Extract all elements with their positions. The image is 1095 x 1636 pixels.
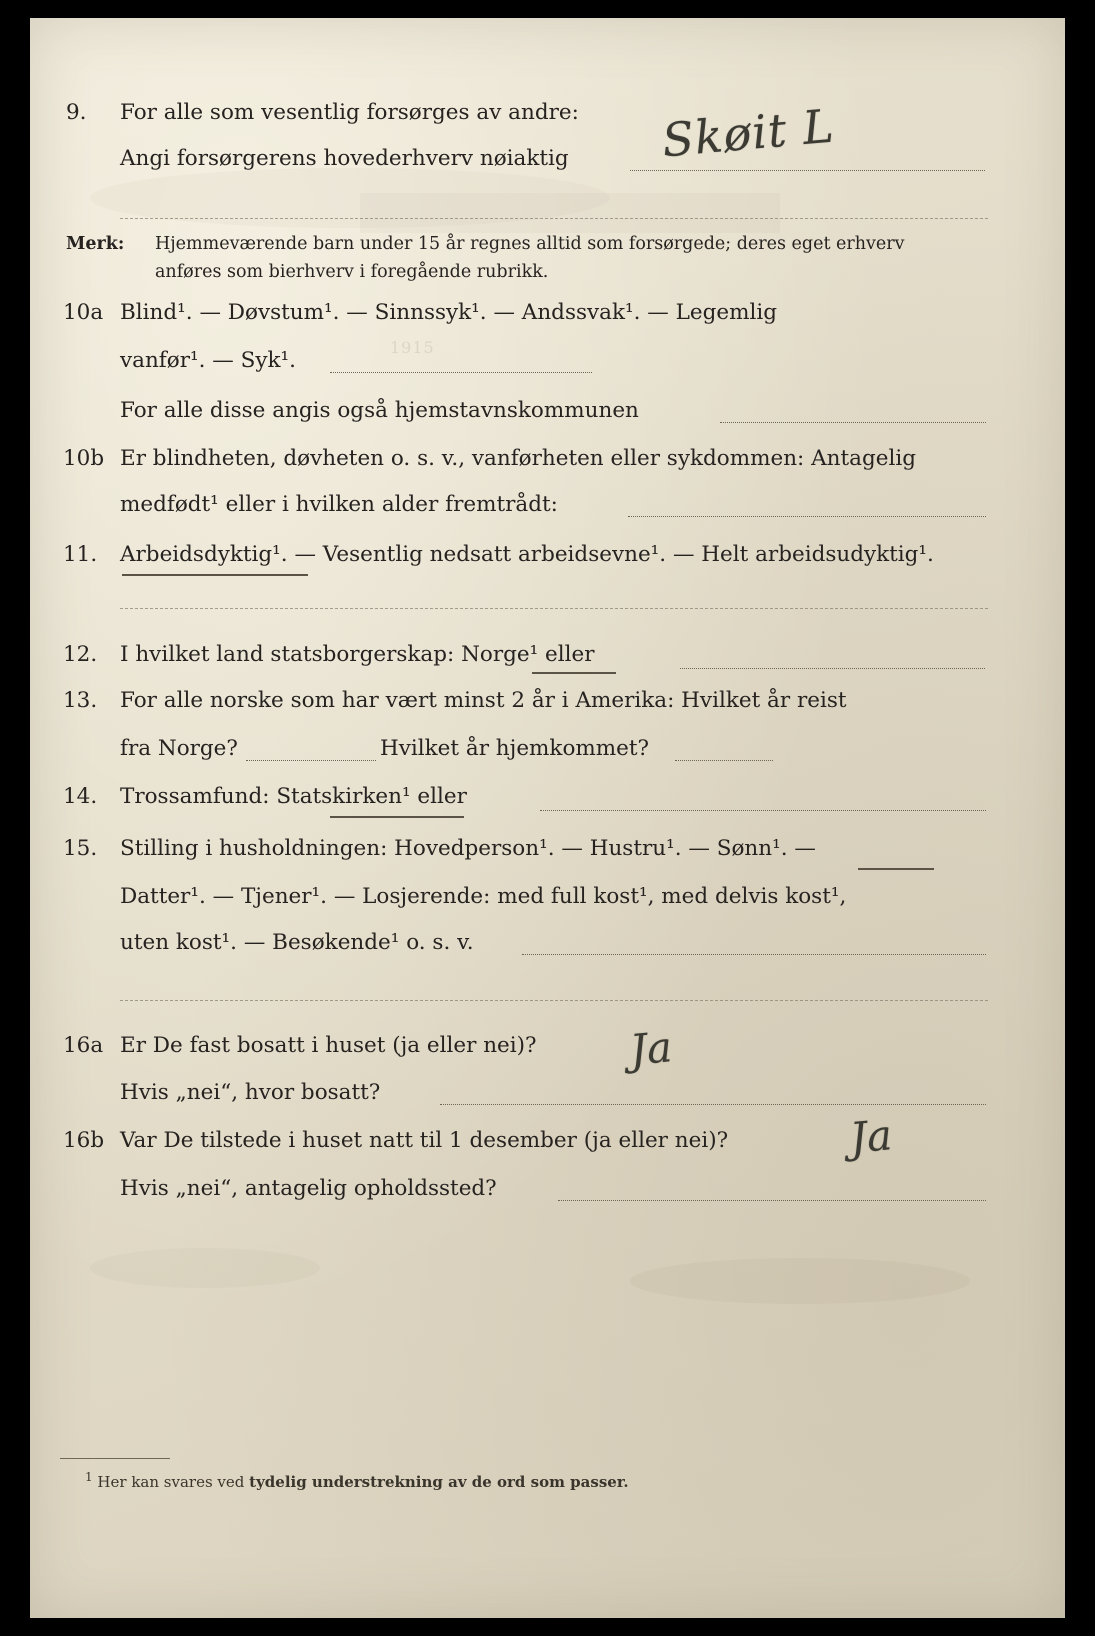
question-12-line1: I hvilket land statsborgerskap: Norge¹ eller [120, 642, 595, 667]
question-13-line2b: Hvilket år hjemkommet? [380, 736, 650, 761]
answer-rule-14 [540, 810, 986, 811]
underline-statskirken [330, 816, 464, 818]
question-11-line1: Arbeidsdyktig¹. — Vesentlig nedsatt arbeidsevne¹. — Helt arbeidsudyktig¹. [120, 542, 934, 567]
question-10a-line3: For alle disse angis også hjemstavnskommunen [120, 398, 639, 423]
answer-rule-10b [628, 516, 986, 517]
underline-arbeidsdyktig [122, 574, 308, 576]
question-13-line2: fra Norge? [120, 736, 238, 761]
footnote [85, 1470, 629, 1491]
question-9-line2: Angi forsørgerens hovederhverv nøiaktig [120, 146, 569, 171]
handwriting-answer-16b: Ja [847, 1110, 894, 1163]
question-9-line1: For alle som vesentlig forsørges av andre: [120, 100, 579, 125]
footnote-text-before: Her kan svares ved [97, 1473, 250, 1491]
section-divider-3 [120, 1000, 988, 1001]
footnote-rule [60, 1458, 170, 1459]
question-10b-line2: medfødt¹ eller i hvilken alder fremtrådt: [120, 492, 558, 517]
section-divider-2 [120, 608, 988, 609]
question-16a-number: 16a [63, 1033, 104, 1058]
question-13-number: 13. [63, 688, 98, 713]
question-10a-number: 10a [63, 300, 104, 325]
merk-line1: Hjemmeværende barn under 15 år regnes alltid som forsørgede; deres eget erhverv [155, 234, 905, 254]
question-10a-line1: Blind¹. — Døvstum¹. — Sinnssyk¹. — Andssvak¹. — Legemlig [120, 300, 778, 325]
question-16a-line1: Er De fast bosatt i huset (ja eller nei)? [120, 1033, 537, 1058]
question-16b-line1: Var De tilstede i huset natt til 1 desember (ja eller nei)? [120, 1128, 729, 1153]
answer-rule-12 [680, 668, 985, 669]
answer-rule-10a [330, 372, 592, 373]
answer-rule-15 [522, 954, 986, 955]
section-divider-1 [120, 218, 988, 219]
show-through-text-2: 1915 [390, 338, 435, 357]
question-15-line2: Datter¹. — Tjener¹. — Losjerende: med full kost¹, med delvis kost¹, [120, 884, 847, 909]
answer-rule-13a [246, 760, 376, 761]
answer-rule-16b [558, 1200, 986, 1201]
question-14-line1: Trossamfund: Statskirken¹ eller [120, 784, 467, 809]
answer-rule-9 [630, 170, 985, 171]
question-9-number: 9. [66, 100, 87, 125]
merk-label: Merk: [66, 234, 125, 254]
answer-rule-10a-2 [720, 422, 986, 423]
question-13-line1: For alle norske som har vært minst 2 år i Amerika: Hvilket år reist [120, 688, 847, 713]
question-14-number: 14. [63, 784, 98, 809]
answer-rule-16a [440, 1104, 986, 1105]
question-10b-line1: Er blindheten, døvheten o. s. v., vanførheten eller sykdommen: Antagelig [120, 446, 916, 471]
question-15-number: 15. [63, 836, 98, 861]
handwriting-answer-16a: Ja [627, 1022, 674, 1075]
question-12-number: 12. [63, 642, 98, 667]
merk-line2: anføres som bierhverv i foregående rubrikk. [155, 262, 549, 282]
question-16b-line2: Hvis „nei“, antagelig opholdssted? [120, 1176, 497, 1201]
form-content [30, 18, 1065, 1618]
footnote-text-bold: tydelig understrekning av de ord som passer. [249, 1473, 629, 1491]
underline-sonn [858, 868, 934, 870]
question-16b-number: 16b [63, 1128, 105, 1153]
underline-norge [532, 672, 616, 674]
question-15-line3: uten kost¹. — Besøkende¹ o. s. v. [120, 930, 474, 955]
question-10a-line2: vanfør¹. — Syk¹. [120, 348, 296, 373]
question-16a-line2: Hvis „nei“, hvor bosatt? [120, 1080, 381, 1105]
footnote-marker: 1 [85, 1470, 93, 1484]
question-11-number: 11. [63, 542, 98, 567]
form-page [30, 18, 1065, 1618]
handwriting-answer-9: Skøit L [659, 98, 837, 168]
question-10b-number: 10b [63, 446, 105, 471]
answer-rule-13b [675, 760, 773, 761]
question-15-line1: Stilling i husholdningen: Hovedperson¹. — Hustru¹. — Sønn¹. — [120, 836, 816, 861]
